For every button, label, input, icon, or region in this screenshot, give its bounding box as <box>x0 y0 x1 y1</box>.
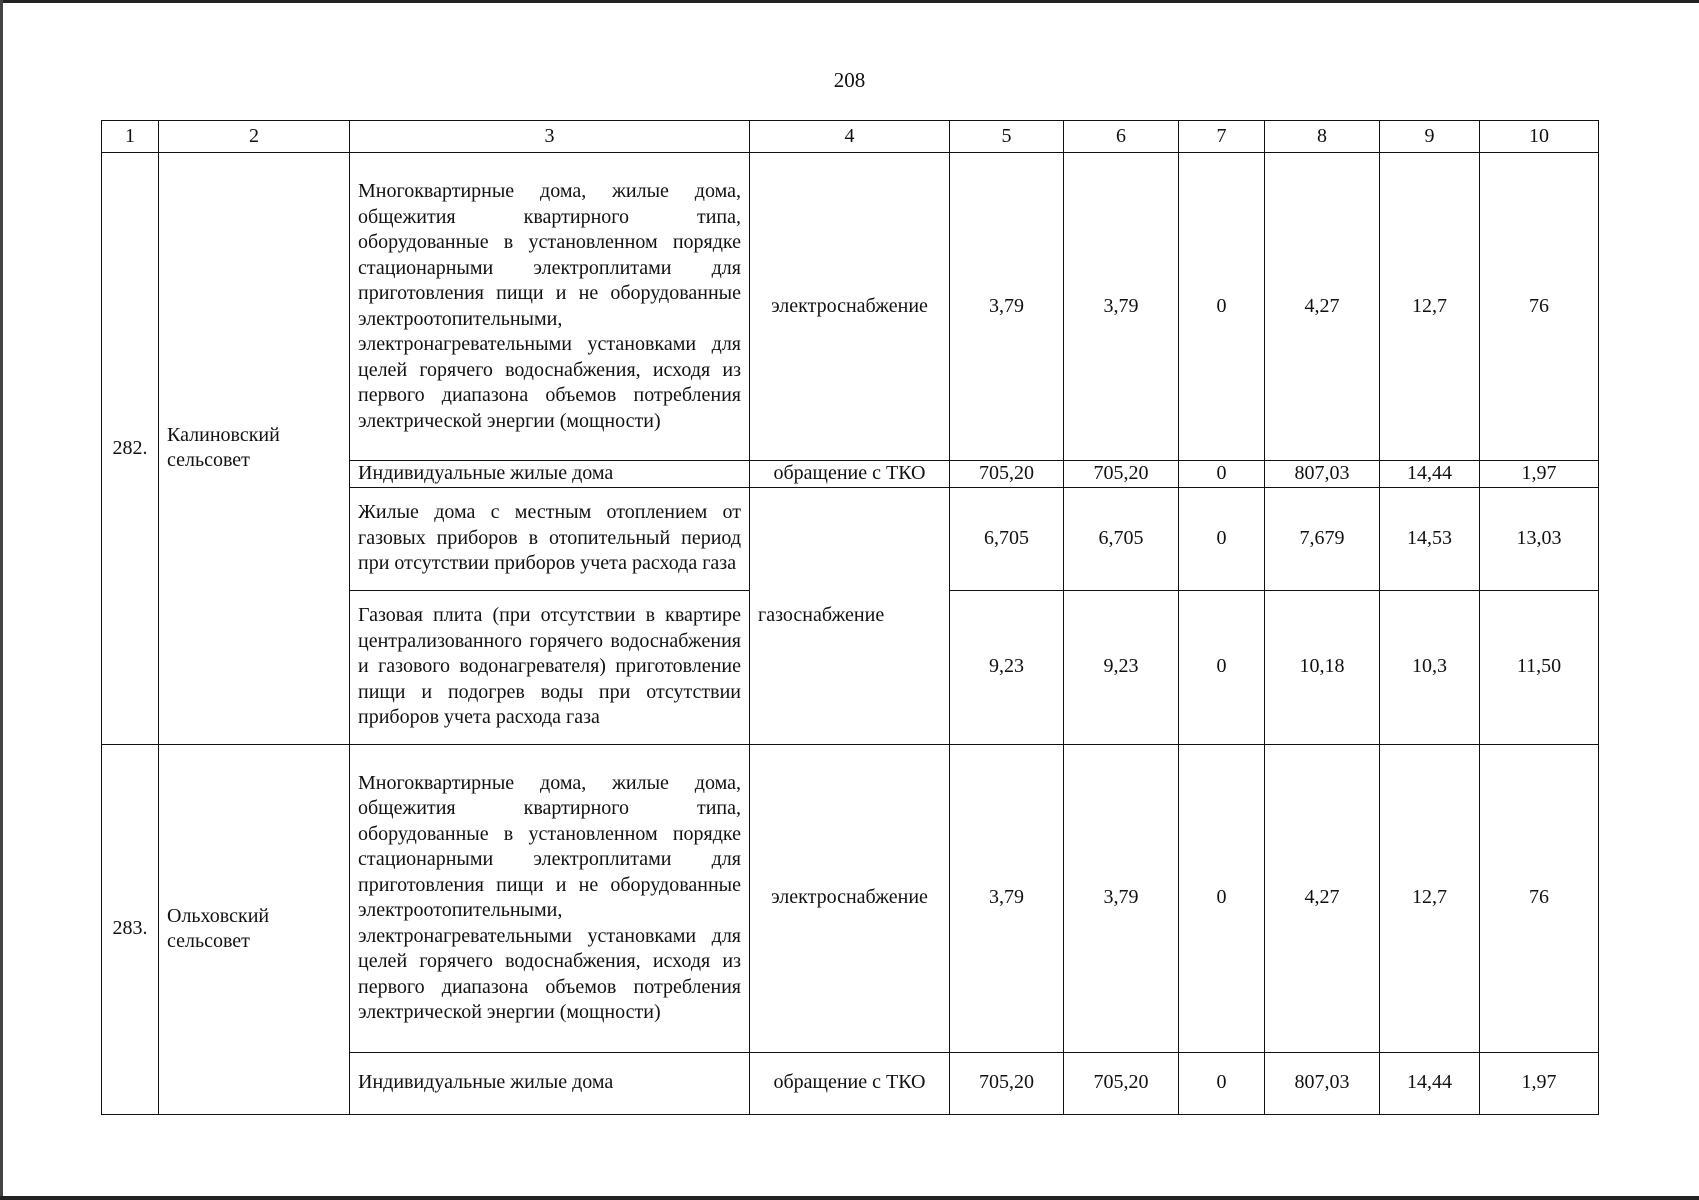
consumer-category: Жилые дома с местным отоплением от газовых приборов в отопительный период при отсутствии приборов учета расхода газа <box>350 487 750 590</box>
tariff-table <box>101 120 1599 1115</box>
value-cell: 0 <box>1179 487 1265 590</box>
service-type: обращение с ТКО <box>750 1052 950 1114</box>
value-cell: 705,20 <box>1064 461 1179 488</box>
consumer-category: Многоквартирные дома, жилые дома, общежития квартирного типа, оборудованные в установленном порядке стационарными электроплитами для приготовления пищи и не оборудованные электроотопительными, электронагревательными установками для целей горячего водоснабжения, исходя из первого диапазона объемов потребления электрической энергии (мощности) <box>350 153 750 461</box>
header-cell: 8 <box>1265 121 1380 153</box>
header-cell: 7 <box>1179 121 1265 153</box>
value-cell: 807,03 <box>1265 461 1380 488</box>
header-cell: 1 <box>102 121 159 153</box>
value-cell: 6,705 <box>950 487 1064 590</box>
value-cell: 9,23 <box>950 590 1064 744</box>
row-index: 282. <box>102 153 159 745</box>
value-cell: 10,18 <box>1265 590 1380 744</box>
value-cell: 14,53 <box>1380 487 1480 590</box>
value-cell: 4,27 <box>1265 744 1380 1052</box>
value-cell: 3,79 <box>1064 744 1179 1052</box>
row-index: 283. <box>102 744 159 1114</box>
settlement-name: Калиновский сельсовет <box>159 153 350 745</box>
header-row <box>102 121 1599 153</box>
service-type: газоснабжение <box>750 487 950 744</box>
value-cell: 3,79 <box>950 153 1064 461</box>
value-cell: 3,79 <box>950 744 1064 1052</box>
value-cell: 705,20 <box>950 461 1064 488</box>
header-cell: 6 <box>1064 121 1179 153</box>
scan-top-border <box>0 0 1699 3</box>
value-cell: 10,3 <box>1380 590 1480 744</box>
value-cell: 705,20 <box>950 1052 1064 1114</box>
value-cell: 1,97 <box>1480 1052 1599 1114</box>
value-cell: 14,44 <box>1380 461 1480 488</box>
header-cell: 5 <box>950 121 1064 153</box>
value-cell: 0 <box>1179 590 1265 744</box>
header-cell: 2 <box>159 121 350 153</box>
value-cell: 705,20 <box>1064 1052 1179 1114</box>
value-cell: 807,03 <box>1265 1052 1380 1114</box>
consumer-category: Газовая плита (при отсутствии в квартире централизованного горячего водоснабжения и газового водонагревателя) приготовление пищи и подогрев воды при отсутствии приборов учета расхода газа <box>350 590 750 744</box>
header-cell: 4 <box>750 121 950 153</box>
table-row <box>102 153 1599 461</box>
service-type: электроснабжение <box>750 744 950 1052</box>
header-cell: 10 <box>1480 121 1599 153</box>
value-cell: 6,705 <box>1064 487 1179 590</box>
table-row <box>102 744 1599 1052</box>
value-cell: 3,79 <box>1064 153 1179 461</box>
value-cell: 0 <box>1179 744 1265 1052</box>
service-type: обращение с ТКО <box>750 461 950 488</box>
consumer-category: Индивидуальные жилые дома <box>350 1052 750 1114</box>
value-cell: 13,03 <box>1480 487 1599 590</box>
value-cell: 0 <box>1179 1052 1265 1114</box>
value-cell: 9,23 <box>1064 590 1179 744</box>
header-cell: 9 <box>1380 121 1480 153</box>
value-cell: 4,27 <box>1265 153 1380 461</box>
value-cell: 7,679 <box>1265 487 1380 590</box>
scan-bottom-border <box>0 1196 1699 1200</box>
value-cell: 0 <box>1179 461 1265 488</box>
scan-left-border <box>0 0 3 1200</box>
value-cell: 1,97 <box>1480 461 1599 488</box>
service-type: электроснабжение <box>750 153 950 461</box>
settlement-name: Ольховский сельсовет <box>159 744 350 1114</box>
page-number: 208 <box>833 68 866 92</box>
value-cell: 12,7 <box>1380 744 1480 1052</box>
value-cell: 0 <box>1179 153 1265 461</box>
consumer-category: Многоквартирные дома, жилые дома, общежития квартирного типа, оборудованные в установленном порядке стационарными электроплитами для приготовления пищи и не оборудованные электроотопительными, электронагревательными установками для целей горячего водоснабжения, исходя из первого диапазона объемов потребления электрической энергии (мощности) <box>350 744 750 1052</box>
value-cell: 14,44 <box>1380 1052 1480 1114</box>
value-cell: 76 <box>1480 744 1599 1052</box>
value-cell: 11,50 <box>1480 590 1599 744</box>
header-cell: 3 <box>350 121 750 153</box>
value-cell: 76 <box>1480 153 1599 461</box>
consumer-category: Индивидуальные жилые дома <box>350 461 750 488</box>
value-cell: 12,7 <box>1380 153 1480 461</box>
